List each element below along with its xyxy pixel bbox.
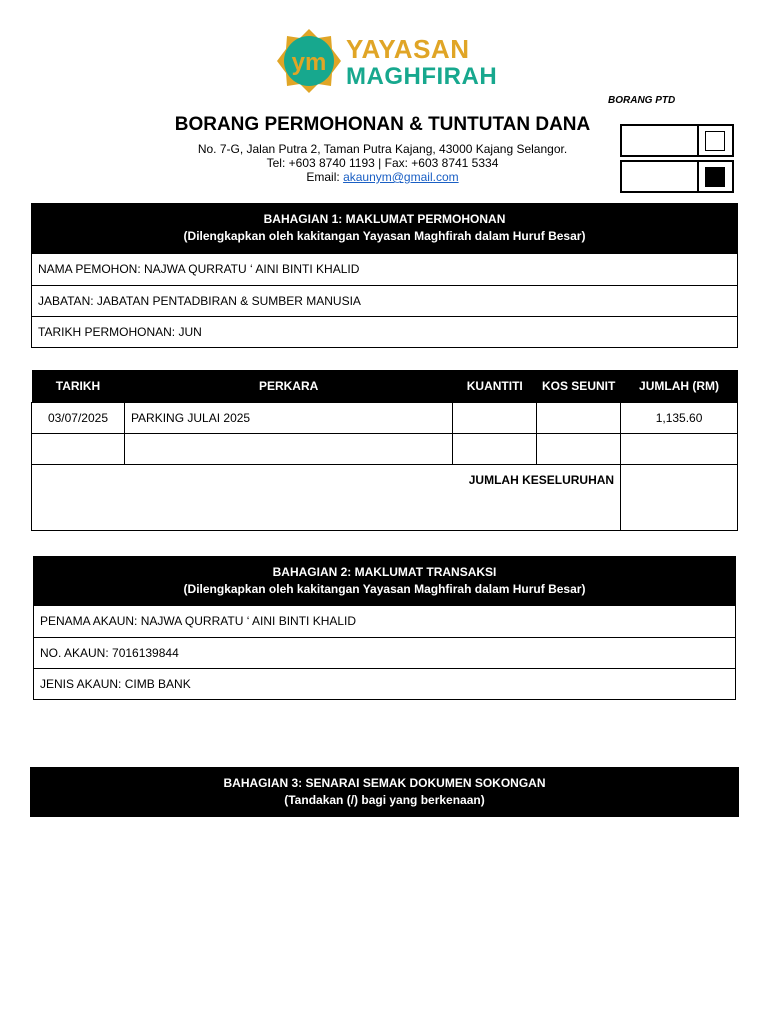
email-line [100,170,665,184]
unit-cost-cell[interactable] [537,402,621,433]
col-header-date: TARIKH [32,370,125,402]
contact-block [100,142,665,184]
col-header-unit-cost: KOS SEUNIT [537,370,621,402]
email-label: Email: [306,170,340,184]
filled-checkbox[interactable] [705,167,725,187]
section1-subtitle: (Dilengkapkan oleh kakitangan Yayasan Maghfirah dalam Huruf Besar) [183,229,586,243]
amount-cell[interactable] [621,433,738,464]
col-header-amount: JUMLAH (RM) [621,370,738,402]
yayasan-maghfirah-logo [276,28,506,94]
section2-fields [33,605,736,700]
applicant-name-field[interactable]: NAMA PEMOHON: NAJWA QURRATU ‘ AINI BINTI KHALID [38,262,360,276]
section3-title: BAHAGIAN 3: SENARAI SEMAK DOKUMEN SOKONGAN [223,776,546,790]
section2-subtitle: (Dilengkapkan oleh kakitangan Yayasan Maghfirah dalam Huruf Besar) [183,581,586,596]
table-row [32,433,738,464]
section2-title: BAHAGIAN 2: MAKLUMAT TRANSAKSI [272,564,497,579]
phone-fax-line: Tel: +603 8740 1193 | Fax: +603 8741 5334 [266,156,499,170]
claims-header-row [32,370,738,402]
logo-mark-text: ym [291,49,327,76]
quantity-cell[interactable] [453,402,537,433]
checkbox-field-1 [620,124,734,157]
account-type-field[interactable]: JENIS AKAUN: CIMB BANK [34,668,735,699]
amount-cell[interactable]: 1,135.60 [621,402,738,433]
section1-header [31,203,738,253]
total-row [32,464,738,530]
ym-emblem-icon [276,28,342,94]
checkbox-field-2 [620,160,734,193]
section3-subtitle: (Tandakan (/) bagi yang berkenaan) [284,793,485,807]
account-number-field[interactable]: NO. AKAUN: 7016139844 [34,637,735,668]
date-cell[interactable] [32,433,125,464]
email-link[interactable]: akaunym@gmail.com [343,170,459,184]
application-date-field[interactable]: TARIKH PERMOHONAN: JUN [32,316,737,347]
date-cell[interactable]: 03/07/2025 [32,402,125,433]
grand-total-value[interactable] [621,464,738,530]
item-cell[interactable] [124,433,452,464]
section1-fields [31,253,738,348]
checkbox-divider [697,162,699,191]
claims-table [31,370,738,531]
checkbox-divider [697,126,699,155]
empty-checkbox[interactable] [705,131,725,151]
unit-cost-cell[interactable] [537,433,621,464]
quantity-cell[interactable] [453,433,537,464]
logo-word-yayasan: YAYASAN [346,34,470,64]
table-row [32,402,738,433]
form-title: BORANG PERMOHONAN & TUNTUTAN DANA [174,114,591,135]
item-cell[interactable]: PARKING JULAI 2025 [124,402,452,433]
grand-total-label: JUMLAH KESELURUHAN [32,464,621,530]
account-holder-field[interactable]: PENAMA AKAUN: NAJWA QURRATU ‘ AINI BINTI KHALID [40,614,357,628]
form-code: BORANG PTD [608,95,676,106]
section1-title: BAHAGIAN 1: MAKLUMAT PERMOHONAN [263,212,506,226]
address-line: No. 7-G, Jalan Putra 2, Taman Putra Kajang, 43000 Kajang Selangor. [197,142,568,156]
col-header-quantity: KUANTITI [453,370,537,402]
department-field[interactable]: JABATAN: JABATAN PENTADBIRAN & SUMBER MANUSIA [32,285,737,316]
logo-word-maghfirah: MAGHFIRAH [346,63,498,90]
section3-header [30,767,739,817]
col-header-item: PERKARA [124,370,452,402]
section2-header [33,556,736,605]
